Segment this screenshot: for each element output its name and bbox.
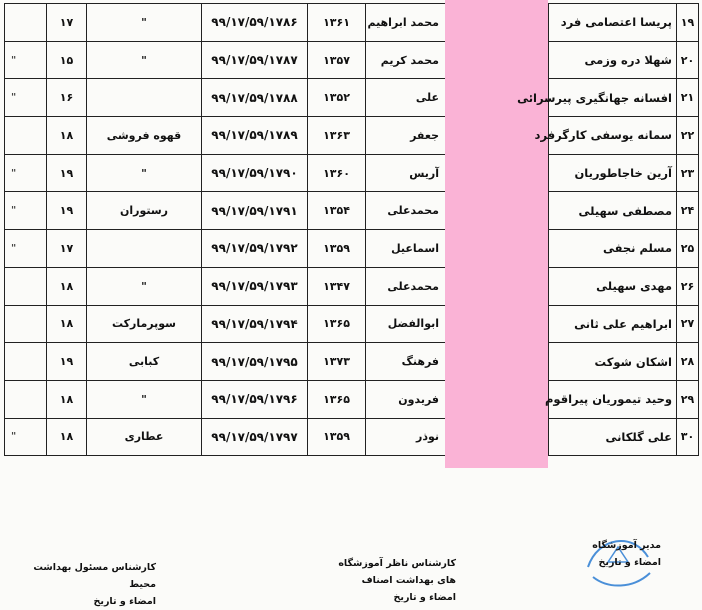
row-number-cell: ۱۹ [677,4,699,42]
certificate-code-cell: ۹۹/۱۷/۵۹/۱۷۹۴ [202,305,308,343]
table-row [5,380,446,418]
grade-cell: ۱۸ [47,418,87,456]
certificate-code-cell: ۹۹/۱۷/۵۹/۱۷۹۶ [202,380,308,418]
signature-title: کارشناس مسئول بهداشت محیط [33,562,156,590]
grade-cell: ۱۸ [47,380,87,418]
full-name-cell: سمانه یوسفی کارگرفرد [549,117,677,155]
row-number-cell: ۲۶ [677,267,699,305]
full-name-cell: شهلا دره وزمی [549,41,677,79]
father-name-cell: محمدعلی [366,192,446,230]
business-type-cell: " [87,267,202,305]
table-row [5,418,446,456]
full-name-cell: پریسا اعتصامی فرد [549,4,677,42]
business-type-cell [87,79,202,117]
row-number-cell: ۲۲ [677,117,699,155]
birth-year-cell: ۱۳۵۹ [308,418,366,456]
certificate-code-cell: ۹۹/۱۷/۵۹/۱۷۹۲ [202,230,308,268]
full-name-cell: ابراهیم علی ثانی [549,305,677,343]
grade-cell: ۱۹ [47,343,87,381]
birth-year-cell: ۱۳۷۳ [308,343,366,381]
birth-year-cell: ۱۳۵۴ [308,192,366,230]
table-row [549,267,699,305]
table-row [5,305,446,343]
grade-cell: ۱۹ [47,154,87,192]
signature-subtitle: امضاء و تاریخ [393,592,456,603]
full-name-cell: اشکان شوکت [549,343,677,381]
table-row [549,380,699,418]
row-number-cell: ۲۸ [677,343,699,381]
grade-cell: ۱۷ [47,4,87,42]
table-row [5,41,446,79]
birth-year-cell: ۱۳۶۳ [308,117,366,155]
remark-cell [5,343,47,381]
table-row [5,192,446,230]
business-type-cell: سوپرمارکت [87,305,202,343]
full-name-cell: افسانه جهانگیری پیرسرائی [549,79,677,117]
row-number-cell: ۲۹ [677,380,699,418]
table-row [549,4,699,42]
signature-title: کارشناس ناظر آموزشگاه های بهداشت اصناف [338,558,456,586]
remark-cell [5,305,47,343]
business-type-cell [87,230,202,268]
table-row [5,267,446,305]
table-row [5,343,446,381]
grade-cell: ۱۶ [47,79,87,117]
trainee-names-body [517,4,699,456]
certificate-code-cell: ۹۹/۱۷/۵۹/۱۷۸۶ [202,4,308,42]
environmental-health-signature [6,559,156,610]
row-number-cell: ۲۵ [677,230,699,268]
pink-highlight-strip [445,0,548,468]
birth-year-cell: ۱۳۵۷ [308,41,366,79]
business-type-cell: کبابی [87,343,202,381]
table-row [5,230,446,268]
grade-cell: ۱۸ [47,267,87,305]
table-row [549,418,699,456]
trainee-details-table [4,3,446,456]
supervisor-signature [318,555,456,606]
row-number-cell: ۲۰ [677,41,699,79]
father-name-cell: محمد کریم [366,41,446,79]
remark-cell: " [5,418,47,456]
full-name-cell: مسلم نجفی [549,230,677,268]
table-row [549,154,699,192]
father-name-cell: علی [366,79,446,117]
certificate-code-cell: ۹۹/۱۷/۵۹/۱۷۹۱ [202,192,308,230]
father-name-cell: فریدون [366,380,446,418]
table-row [549,343,699,381]
signature-subtitle: امضاء و تاریخ [93,596,156,607]
table-row [549,192,699,230]
business-type-cell: قهوه فروشی [87,117,202,155]
trainee-details-body [5,4,446,456]
father-name-cell: محمدعلی [366,267,446,305]
birth-year-cell: ۱۳۶۵ [308,380,366,418]
grade-cell: ۱۸ [47,117,87,155]
row-number-cell: ۲۷ [677,305,699,343]
grade-cell: ۱۷ [47,230,87,268]
remark-cell [5,117,47,155]
certificate-code-cell: ۹۹/۱۷/۵۹/۱۷۹۵ [202,343,308,381]
business-type-cell: " [87,4,202,42]
table-row [549,230,699,268]
father-name-cell: آریس [366,154,446,192]
father-name-cell: اسماعیل [366,230,446,268]
remark-cell [5,380,47,418]
father-name-cell: نوذر [366,418,446,456]
remark-cell: " [5,154,47,192]
grade-cell: ۱۹ [47,192,87,230]
signature-title: مدیر آموزشگاه [592,540,661,551]
certificate-code-cell: ۹۹/۱۷/۵۹/۱۷۹۳ [202,267,308,305]
remark-cell: " [5,41,47,79]
father-name-cell: ابوالفضل [366,305,446,343]
table-row [549,305,699,343]
remark-cell: " [5,79,47,117]
full-name-cell: وحید تیموریان پیراقوم [549,380,677,418]
trainee-names-table [517,3,699,456]
table-row [5,117,446,155]
certificate-code-cell: ۹۹/۱۷/۵۹/۱۷۸۹ [202,117,308,155]
remark-cell: " [5,192,47,230]
remark-cell [5,267,47,305]
school-director-signature [566,537,661,571]
birth-year-cell: ۱۳۶۰ [308,154,366,192]
birth-year-cell: ۱۳۶۱ [308,4,366,42]
father-name-cell: محمد ابراهیم [366,4,446,42]
birth-year-cell: ۱۳۵۲ [308,79,366,117]
birth-year-cell: ۱۳۴۷ [308,267,366,305]
full-name-cell: مهدی سهیلی [549,267,677,305]
grade-cell: ۱۸ [47,305,87,343]
row-number-cell: ۲۳ [677,154,699,192]
table-row [5,4,446,42]
full-name-cell: آرین خاجاطوریان [549,154,677,192]
father-name-cell: جعفر [366,117,446,155]
business-type-cell: " [87,154,202,192]
remark-cell [5,4,47,42]
table-row [5,154,446,192]
business-type-cell: " [87,380,202,418]
birth-year-cell: ۱۳۶۵ [308,305,366,343]
signature-subtitle: امضاء و تاریخ [598,557,661,568]
certificate-code-cell: ۹۹/۱۷/۵۹/۱۷۹۷ [202,418,308,456]
business-type-cell: رستوران [87,192,202,230]
table-row [549,79,699,117]
row-number-cell: ۳۰ [677,418,699,456]
table-row [549,41,699,79]
table-row [5,79,446,117]
remark-cell: " [5,230,47,268]
row-number-cell: ۲۴ [677,192,699,230]
business-type-cell: عطاری [87,418,202,456]
certificate-code-cell: ۹۹/۱۷/۵۹/۱۷۸۷ [202,41,308,79]
business-type-cell: " [87,41,202,79]
full-name-cell: مصطفی سهیلی [549,192,677,230]
full-name-cell: علی گلکانی [549,418,677,456]
father-name-cell: فرهنگ [366,343,446,381]
table-row [549,117,699,155]
birth-year-cell: ۱۳۵۹ [308,230,366,268]
row-number-cell: ۲۱ [677,79,699,117]
grade-cell: ۱۵ [47,41,87,79]
certificate-code-cell: ۹۹/۱۷/۵۹/۱۷۹۰ [202,154,308,192]
certificate-code-cell: ۹۹/۱۷/۵۹/۱۷۸۸ [202,79,308,117]
